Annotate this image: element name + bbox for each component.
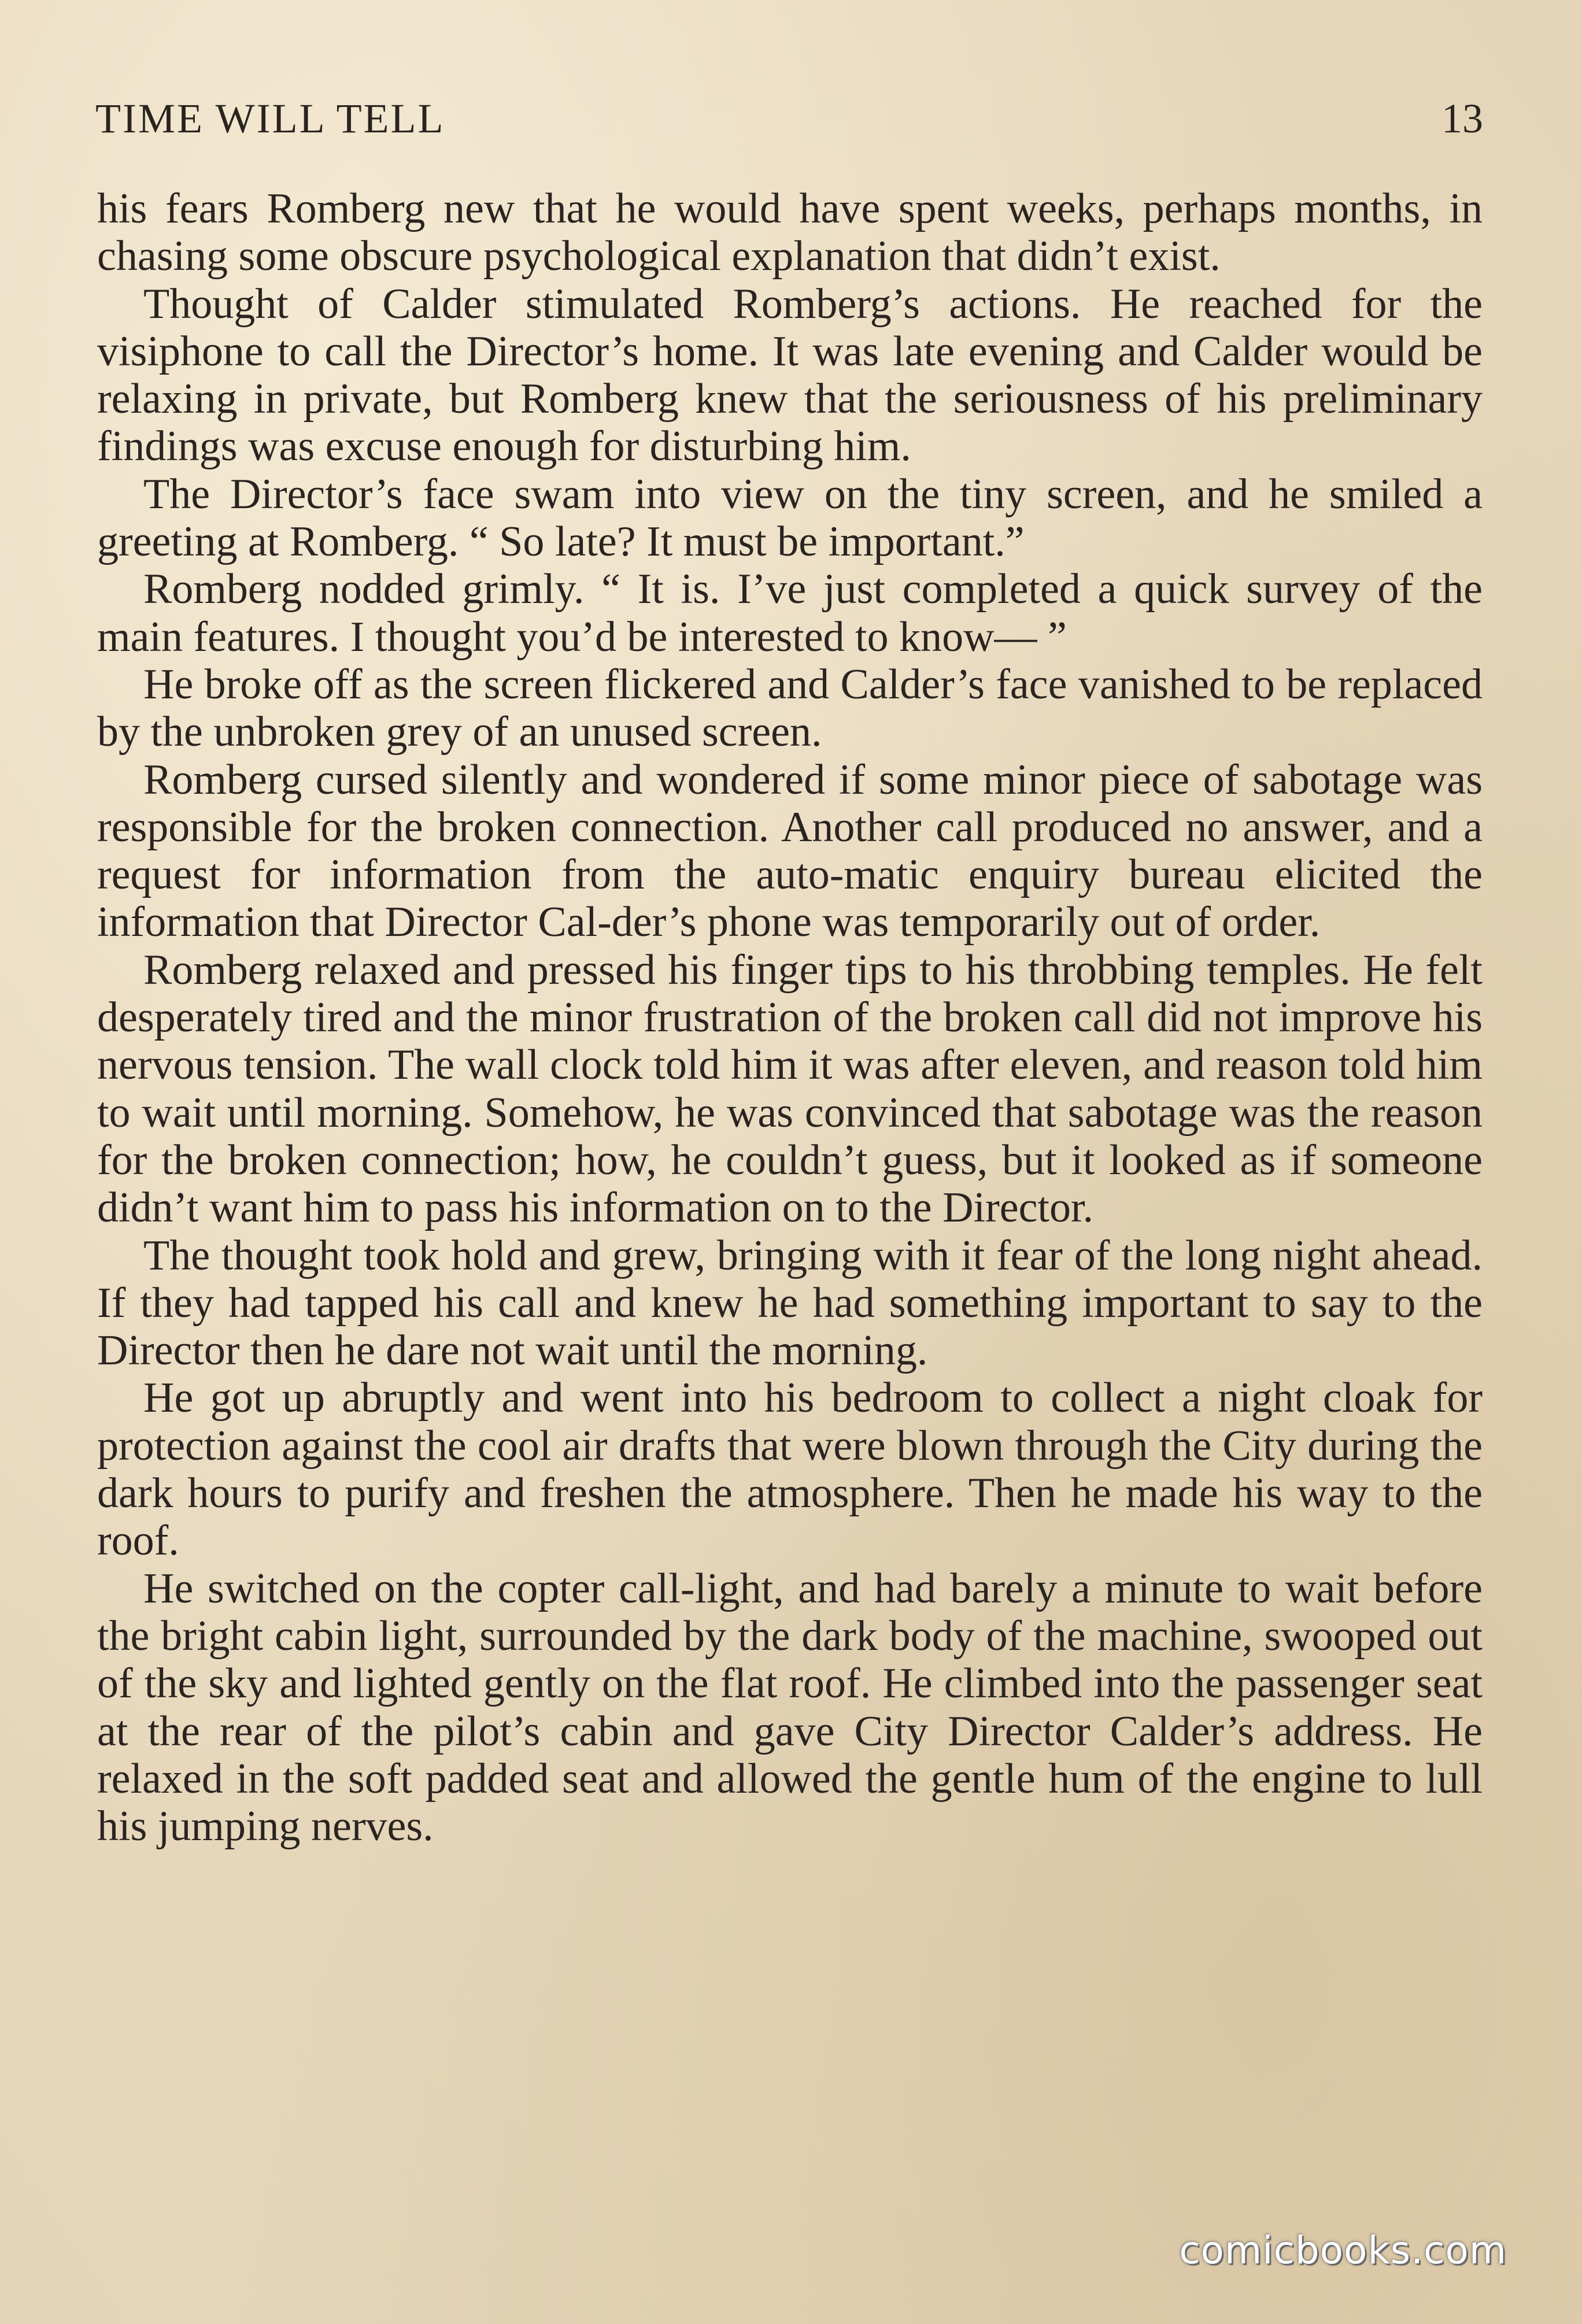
body-text xyxy=(97,185,1483,1850)
paragraph: Romberg cursed silently and wondered if some minor piece of sabotage was responsible for the broken connection. Another call produced no answer, and a request for information from the auto-matic enquiry bureau elicited the information that Director Cal-der’s phone was temporarily out of order. xyxy=(97,756,1483,946)
running-head xyxy=(95,87,1483,150)
paragraph: Romberg relaxed and pressed his finger tips to his throbbing temples. He felt desperately tired and the minor frustration of the broken call did not improve his nervous tension. The wall clock told him it was after eleven, and reason told him to wait until morning. Somehow, he was convinced that sabotage was the reason for the broken connection; how, he couldn’t guess, but it looked as if someone didn’t want him to pass his information on to the Director. xyxy=(97,946,1483,1232)
paragraph: The Director’s face swam into view on the tiny screen, and he smiled a greeting at Romberg. “ So late? It must be important.” xyxy=(97,470,1483,566)
paragraph: He broke off as the screen flickered and Calder’s face vanished to be replaced by the unbroken grey of an unused screen. xyxy=(97,660,1483,756)
paragraph: The thought took hold and grew, bringing with it fear of the long night ahead. If they had tapped his call and knew he had something important to say to the Director then he dare not wait until the morning. xyxy=(97,1231,1483,1375)
paragraph: He got up abruptly and went into his bedroom to collect a night cloak for protection against the cool air drafts that were blown through the City during the dark hours to purify and freshen the atmosphere. Then he made his way to the roof. xyxy=(97,1374,1483,1565)
watermark: comicbooks.com xyxy=(1179,2228,1507,2273)
paragraph: He switched on the copter call-light, and had barely a minute to wait before the bright cabin light, surrounded by the dark body of the machine, swooped out of the sky and lighted gently on the flat roof. He climbed into the passenger seat at the rear of the pilot’s cabin and gave City Director Calder’s address. He relaxed in the soft padded seat and allowed the gentle hum of the engine to lull his jumping nerves. xyxy=(97,1564,1483,1851)
paragraph: his fears Romberg new that he would have spent weeks, perhaps months, in chasing some obscure psychological explanation that didn’t exist. xyxy=(97,185,1483,280)
page-number: 13 xyxy=(1441,95,1483,142)
running-title: TIME WILL TELL xyxy=(95,95,445,142)
paragraph: Thought of Calder stimulated Romberg’s actions. He reached for the visiphone to call the Director’s home. It was late evening and Calder would be relaxing in private, but Romberg knew that the seriousness of his preliminary findings was excuse enough for disturbing him. xyxy=(97,280,1483,471)
paragraph: Romberg nodded grimly. “ It is. I’ve just completed a quick survey of the main features. I thought you’d be interested to know— ” xyxy=(97,565,1483,661)
